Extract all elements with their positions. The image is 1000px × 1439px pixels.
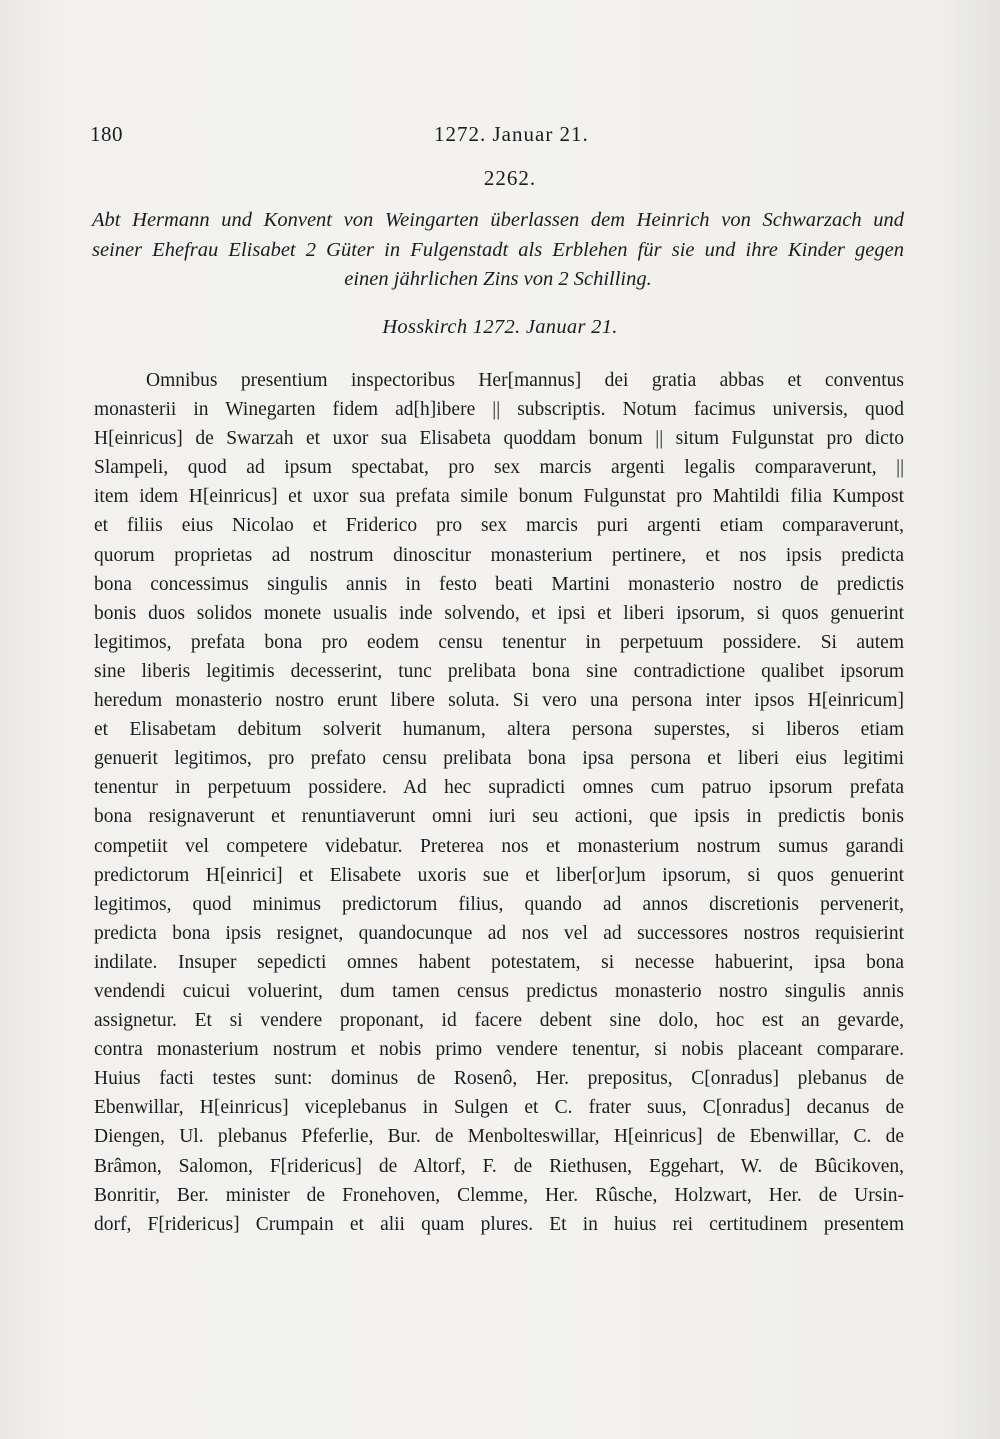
text-line: Ebenwillar, H[einricus] viceplebanus in Sulgen et C. frater suus, C[onradus] decanus de [94, 1097, 904, 1119]
text-line: dorf, F[ridericus] Crumpain et alii quam plures. Et in huius rei certitudinem presentem [94, 1213, 904, 1235]
document-number: 2262. [483, 166, 537, 190]
regest-line: einen jährlichen Zins von 2 Schilling. [344, 268, 652, 290]
text-line: vendendi cuicui voluerint, dum tamen census predictus monasterio nostro singulis annis [94, 980, 904, 1002]
text-line: monasterii in Winegarten fidem ad[h]ibere || subscriptis. Notum facimus universis, quod [94, 399, 904, 421]
text-line: predictorum H[einrici] et Elisabete uxoris sue et liber[or]um ipsorum, si quos genuerint [94, 864, 904, 886]
text-line: Diengen, Ul. plebanus Pfeferlie, Bur. de Menbolteswillar, H[einricus] de Ebenwillar, C. de [94, 1126, 904, 1148]
text-line: assignetur. Et si vendere proponant, id facere debent sine dolo, hoc est an gevarde, [94, 1010, 904, 1032]
text-line: legitimos, quod minimus predictorum filius, quando ad annos discretionis pervenerit, [94, 893, 904, 915]
regest-summary [92, 206, 904, 295]
document-text [94, 366, 904, 1239]
text-line: item idem H[einricus] et uxor sua prefata simile bonum Fulgunstat pro Mahtildi filia Kumpost [94, 486, 904, 508]
text-line: Slampeli, quod ad ipsum spectabat, pro sex marcis argenti legalis comparaverunt, || [94, 457, 904, 479]
text-line: indilate. Insuper sepedicti omnes habent potestatem, si necesse habuerint, ipsa bona [94, 951, 904, 973]
text-line: bona concessimus singulis annis in festo beati Martini monasterio nostro de predictis [94, 573, 904, 595]
text-line: predicta bona ipsis resignet, quandocunque ad nos vel ad successores nostros requisierint [94, 922, 904, 944]
regest-line: seiner Ehefrau Elisabet 2 Güter in Fulgenstadt als Erblehen für sie und ihre Kinder gegen [92, 238, 904, 261]
text-line: tenentur in perpetuum possidere. Ad hec supradicti omnes cum patruo ipsorum prefata [94, 777, 904, 799]
text-line: competiit vel competere videbatur. Preterea nos et monasterium nostrum sumus garandi [94, 835, 904, 857]
text-line: Bonritir, Ber. minister de Fronehoven, Clemme, Her. Rûsche, Holzwart, Her. de Ursin- [94, 1184, 904, 1206]
text-line: Brâmon, Salomon, F[ridericus] de Altorf, F. de Riethusen, Eggehart, W. de Bûcikoven, [94, 1155, 904, 1177]
text-line: et filiis eius Nicolao et Friderico pro sex marcis puri argenti etiam comparaverunt, [94, 515, 904, 537]
text-line: heredum monasterio nostro erunt libere soluta. Si vero una persona inter ipsos H[einricum] [94, 690, 904, 712]
text-line: contra monasterium nostrum et nobis primo vendere tenentur, si nobis placeant comparare. [94, 1039, 904, 1061]
text-line: bonis duos solidos monete usualis inde solvendo, et ipsi et liberi ipsorum, si quos genuerint [94, 602, 904, 624]
text-line: Omnibus presentium inspectoribus Her[mannus] dei gratia abbas et conventus [146, 370, 904, 391]
text-line: Huius facti testes sunt: dominus de Rosenô, Her. prepositus, C[onradus] plebanus de [94, 1068, 904, 1090]
place-date: Hosskirch 1272. Januar 21. [382, 316, 618, 338]
page-number: 180 [90, 122, 123, 146]
text-line: genuerit legitimos, pro prefato censu prelibata bona ipsa persona et liberi eius legitimi [94, 748, 904, 770]
text-line: bona resignaverunt et renuntiaverunt omni iuri seu actioni, que ipsis in predictis bonis [94, 806, 904, 828]
running-header [90, 122, 910, 152]
text-line: sine liberis legitimis decesserint, tunc prelibata bona sine contradictione qualibet ipsorum [94, 660, 904, 682]
header-date: 1272. Januar 21. [434, 122, 589, 146]
text-line: et Elisabetam debitum solverit humanum, altera persona superstes, si liberos etiam [94, 719, 904, 741]
text-line: quorum proprietas ad nostrum dinoscitur monasterium pertinere, et nos ipsis predicta [94, 544, 904, 566]
regest-line: Abt Hermann und Konvent von Weingarten überlassen dem Heinrich von Schwarzach und [92, 209, 904, 231]
text-line: legitimos, prefata bona pro eodem censu tenentur in perpetuum possidere. Si autem [94, 631, 904, 653]
text-line: H[einricus] de Swarzah et uxor sua Elisabeta quoddam bonum || situm Fulgunstat pro dicto [94, 428, 904, 450]
